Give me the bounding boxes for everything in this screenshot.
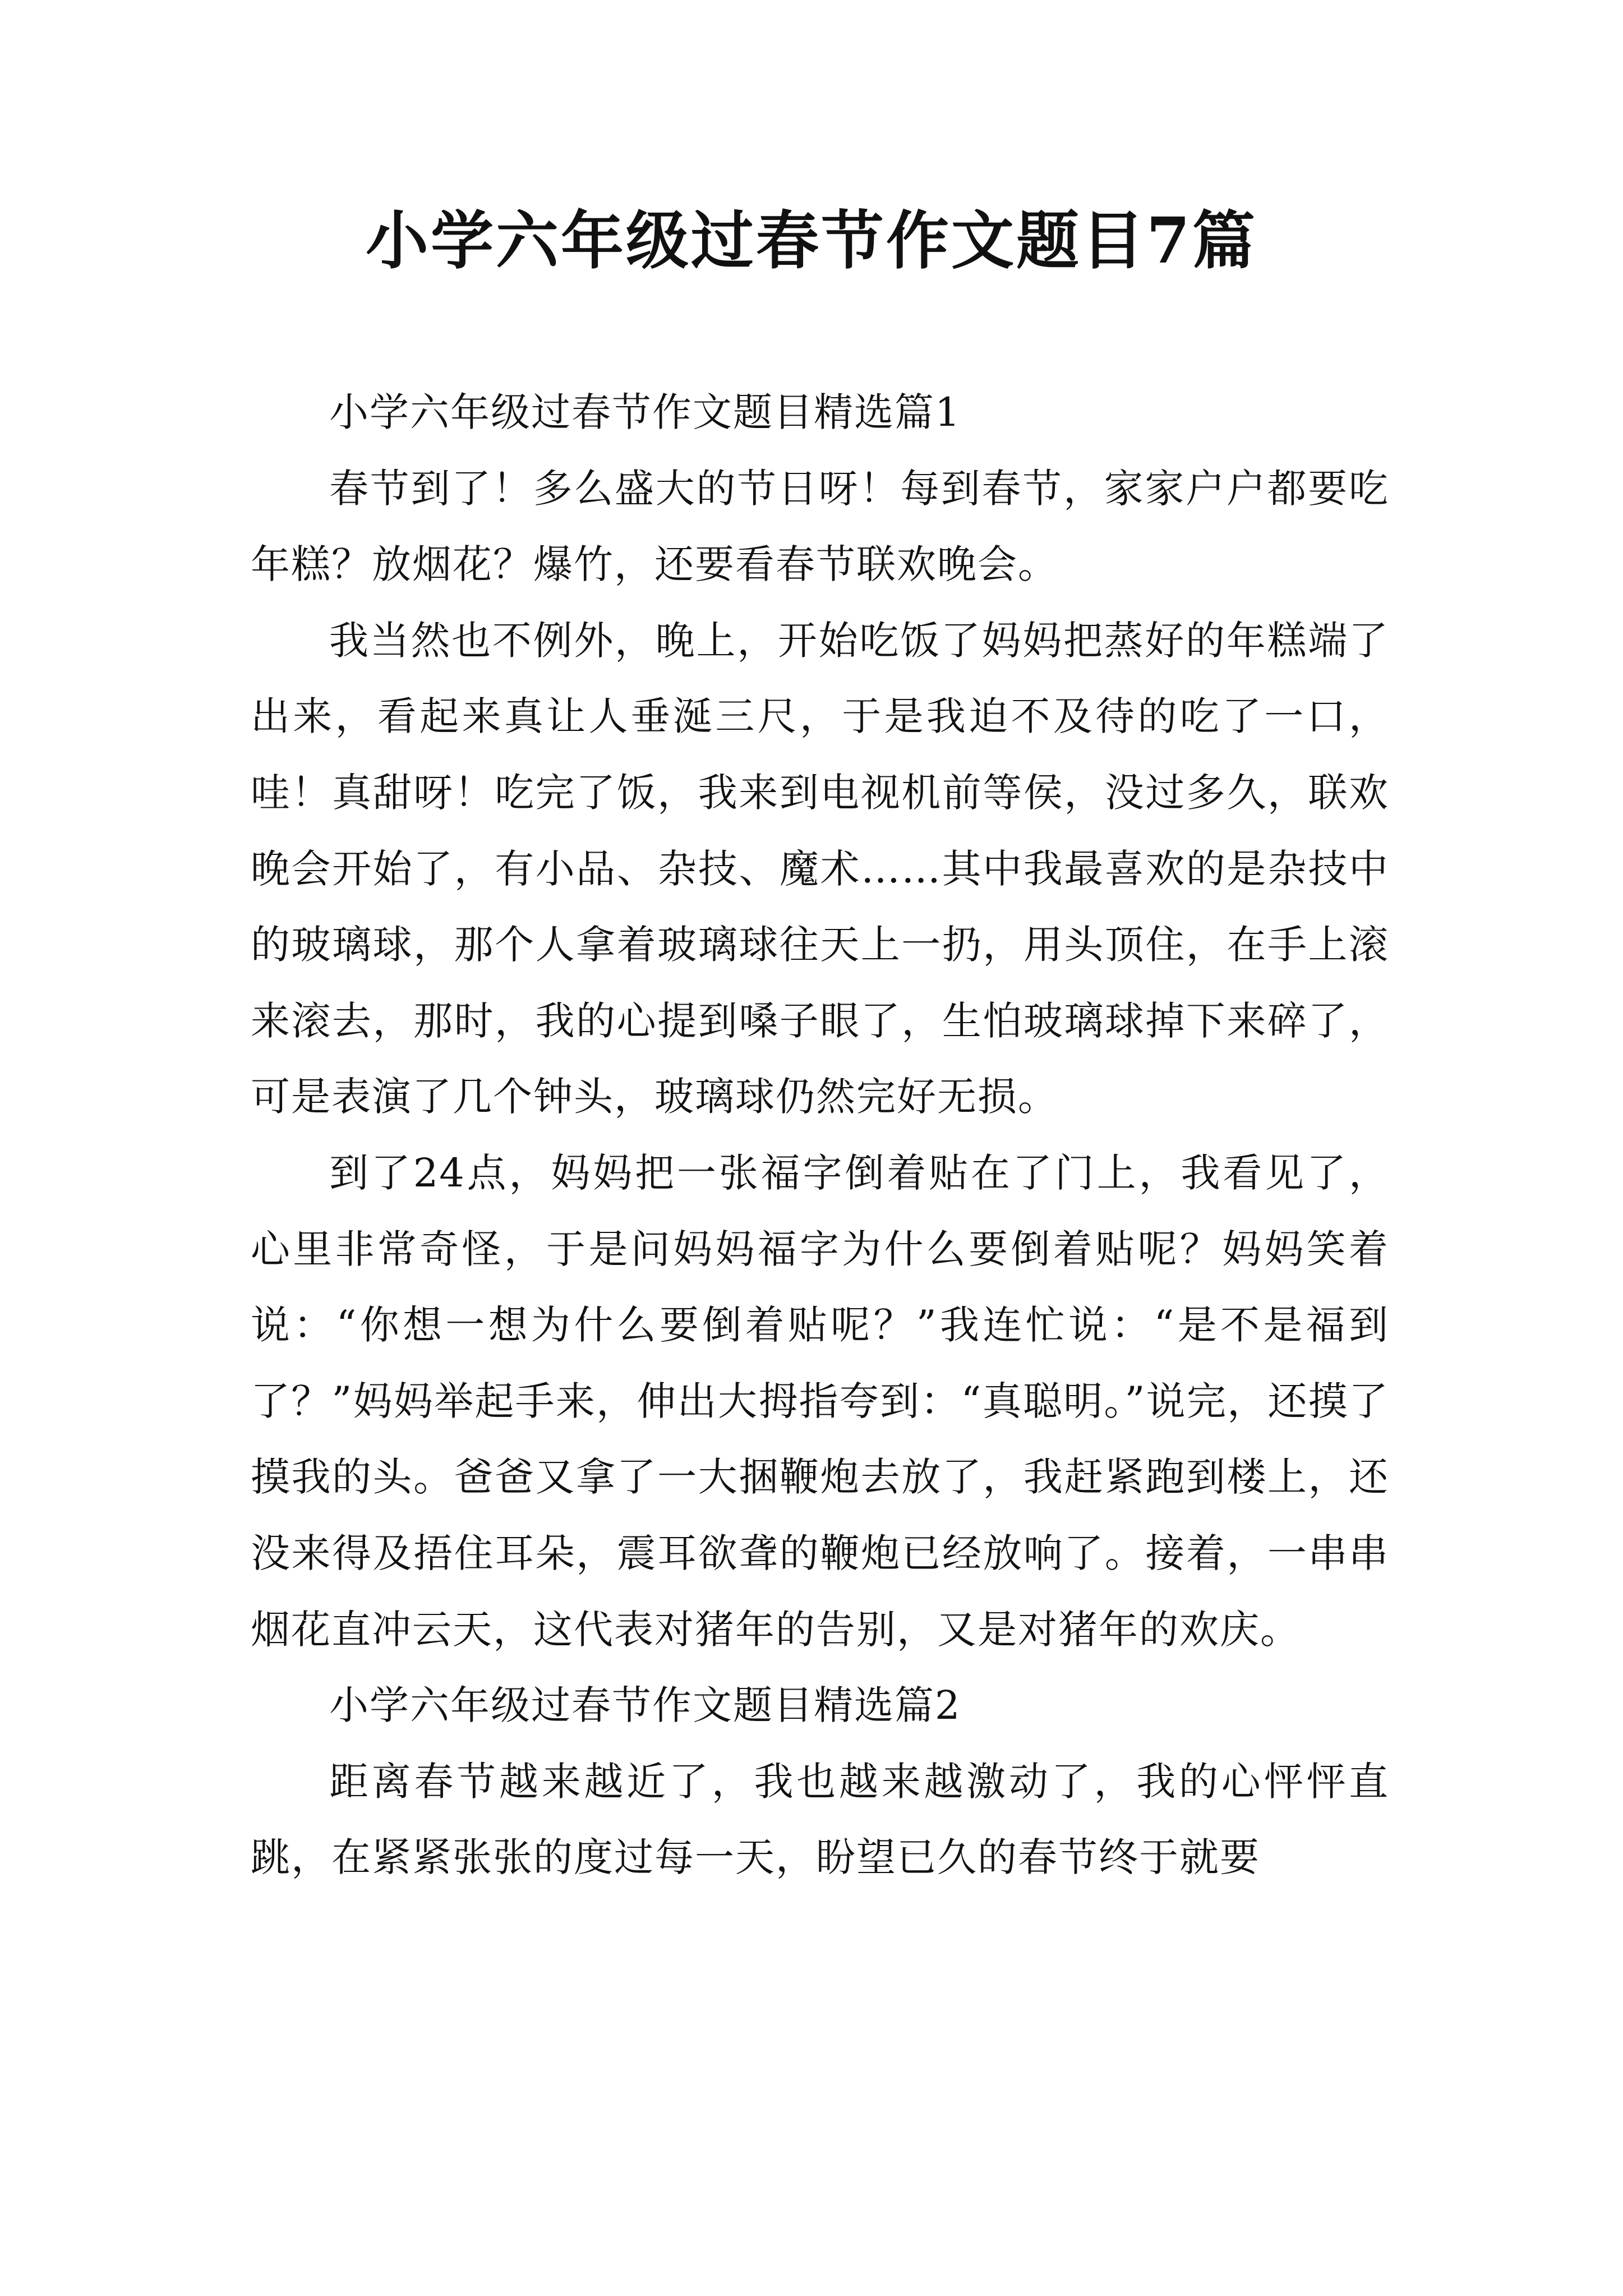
section-heading-1: 小学六年级过春节作文题目精选篇1 (329, 389, 961, 435)
document-title: 小学六年级过春节作文题目7篇 (366, 204, 1257, 278)
paragraph: 距离春节越来越近了，我也越来越激动了，我的心怦怦直跳，在紧紧张张的度过每一天，盼望已久的春节终于就要 (251, 1758, 1389, 1881)
document-body (251, 375, 1389, 1896)
paragraph: 到了24点，妈妈把一张福字倒着贴在了门上，我看见了，心里非常奇怪，于是问妈妈福字为什么要倒着贴呢？妈妈笑着说：“你想一想为什么要倒着贴呢？”我连忙说：“是不是福到了？”妈妈举起手来，伸出大拇指夸到：“真聪明。”说完，还摸了摸我的头。爸爸又拿了一大捆鞭炮去放了，我赶紧跑到楼上，还没来得及捂住耳朵，震耳欲聋的鞭炮已经放响了。接着，一串串烟花直冲云天，这代表对猪年的告别，又是对猪年的欢庆。 (251, 1149, 1389, 1653)
paragraph: 春节到了！多么盛大的节日呀！每到春节，家家户户都要吃年糕？放烟花？爆竹，还要看春节联欢晚会。 (251, 465, 1389, 588)
paragraph: 我当然也不例外，晚上，开始吃饭了妈妈把蒸好的年糕端了出来，看起来真让人垂涎三尺，于是我迫不及待的吃了一口，哇！真甜呀！吃完了饭，我来到电视机前等侯，没过多久，联欢晚会开始了，有小品、杂技、魔术……其中我最喜欢的是杂技中的玻璃球，那个人拿着玻璃球往天上一扔，用头顶住，在手上滚来滚去，那时，我的心提到嗓子眼了，生怕玻璃球掉下来碎了，可是表演了几个钟头，玻璃球仍然完好无损。 (251, 617, 1389, 1120)
section-heading-2: 小学六年级过春节作文题目精选篇2 (329, 1682, 961, 1729)
